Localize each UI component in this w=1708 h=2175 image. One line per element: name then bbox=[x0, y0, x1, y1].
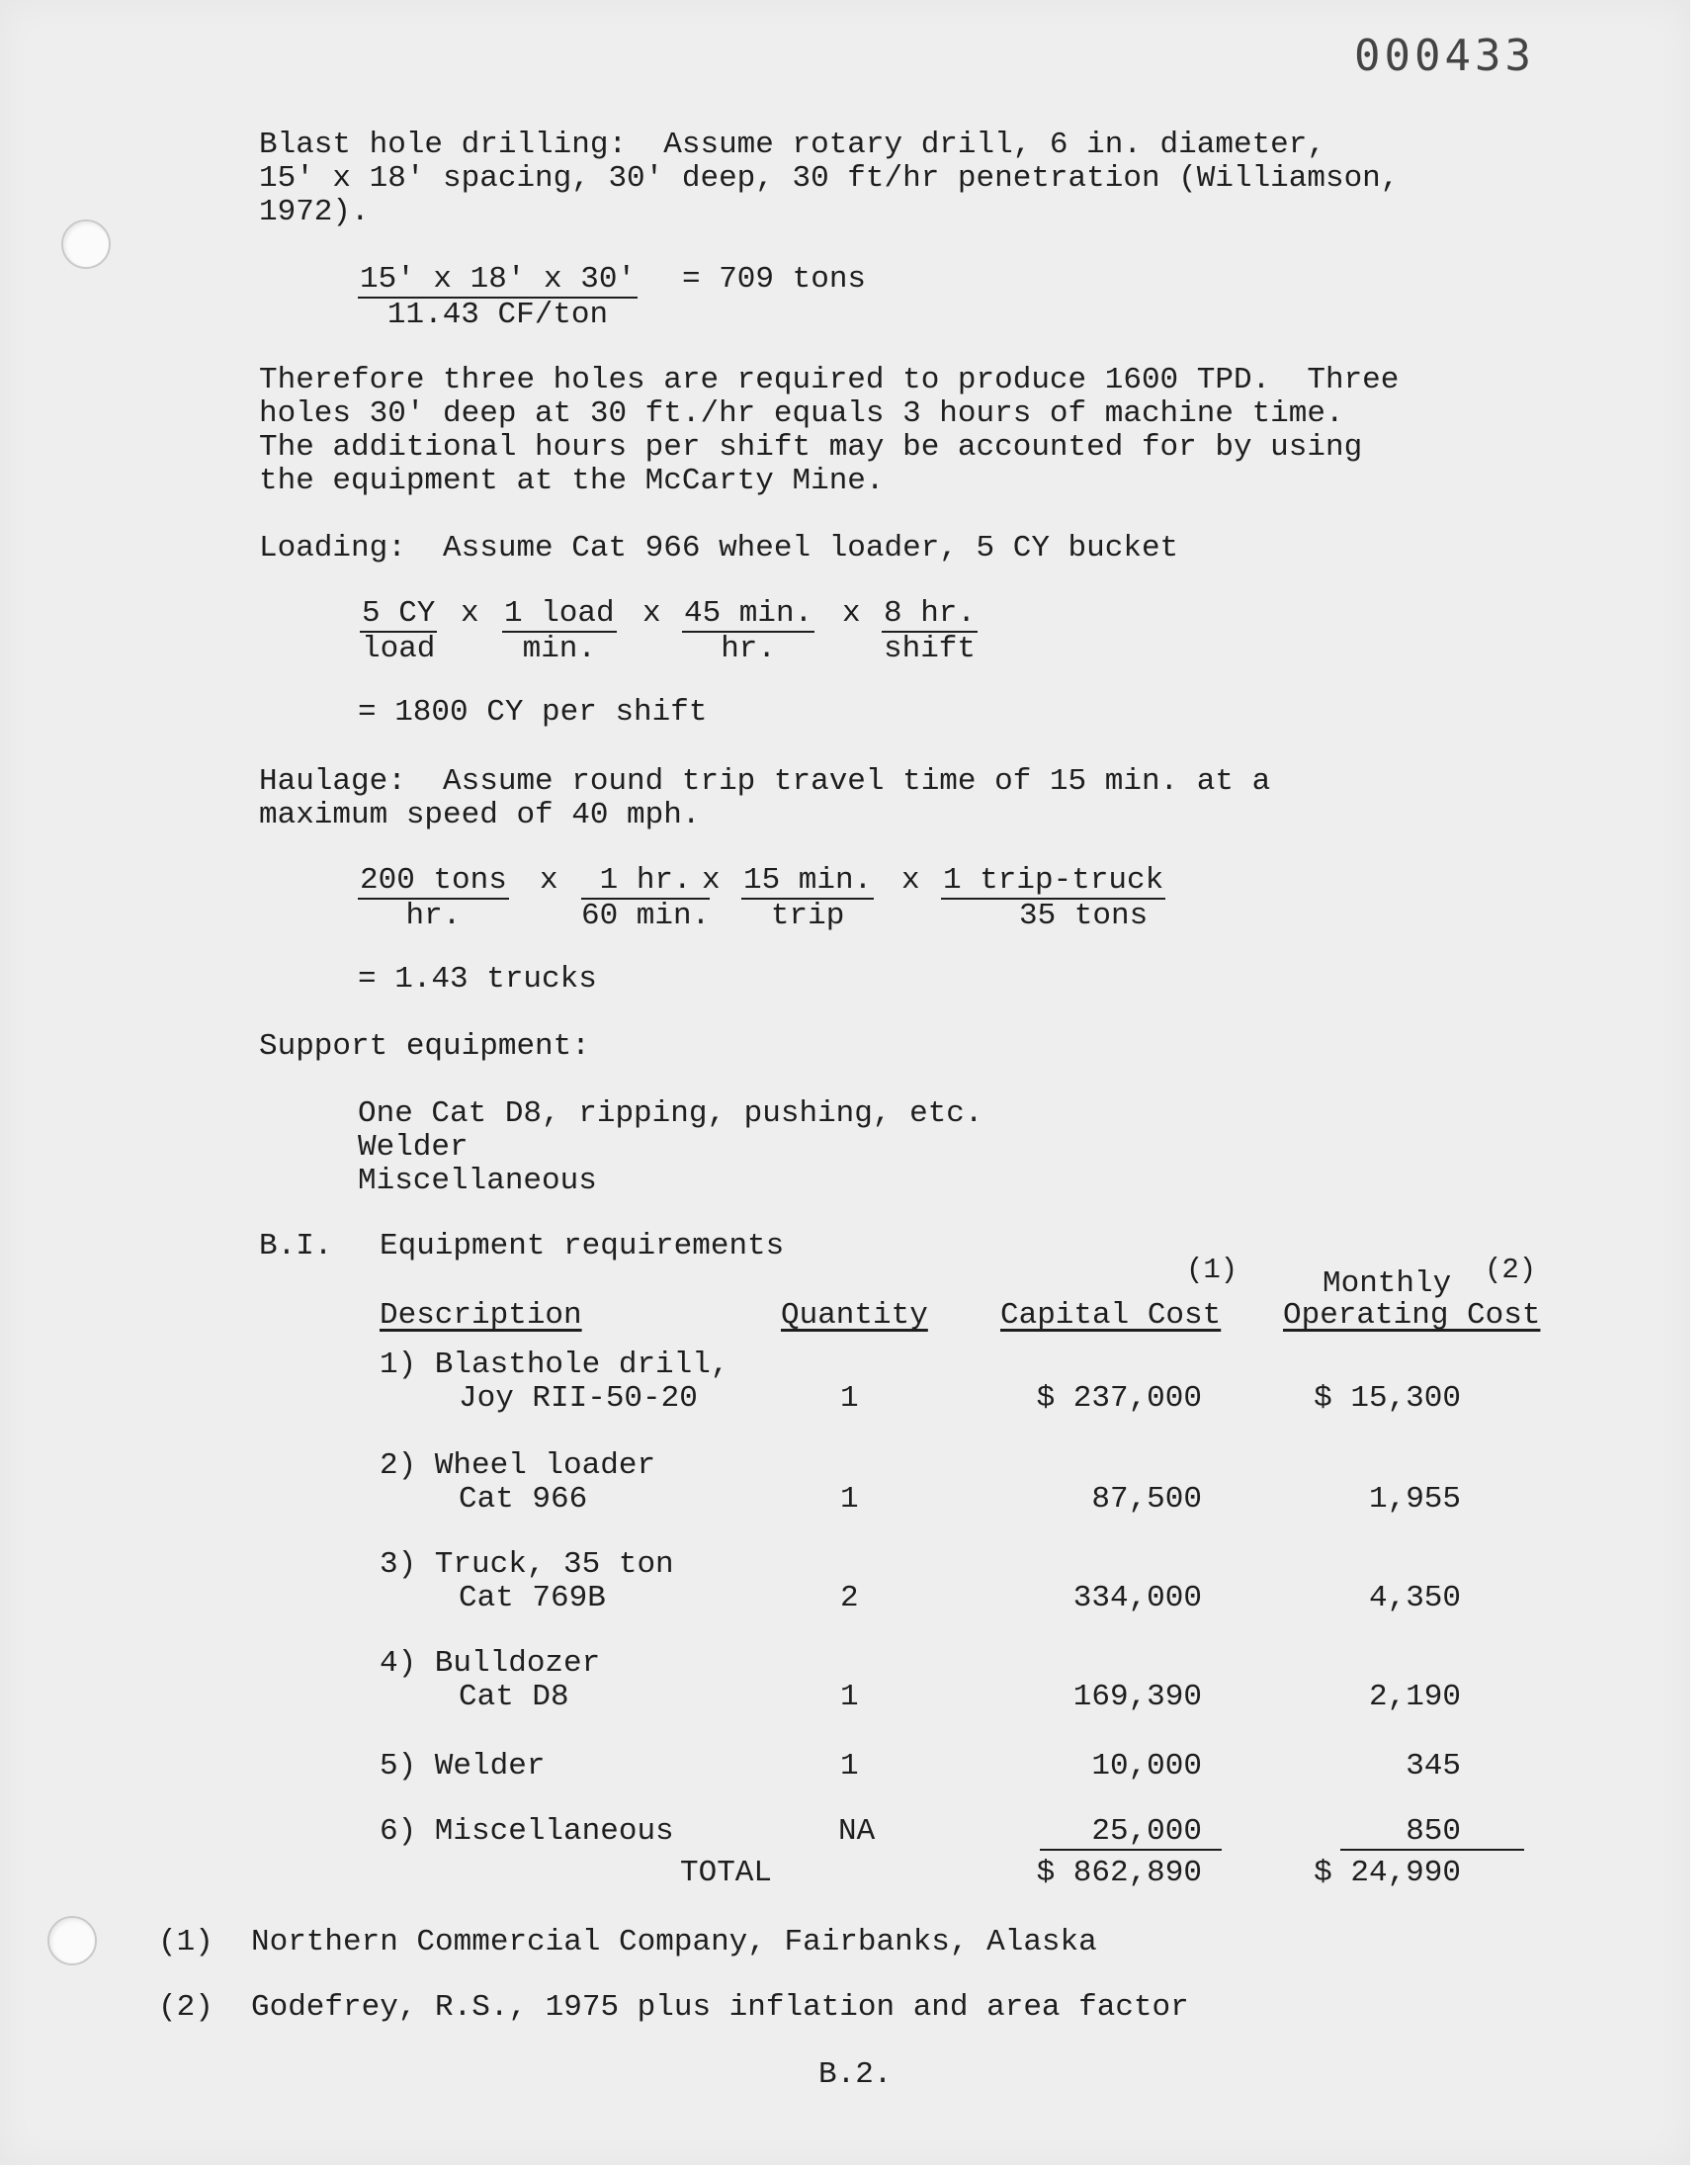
haulage-f1-numerator: 200 tons bbox=[360, 863, 507, 898]
loading-f2-denominator: min. bbox=[522, 632, 597, 666]
table-row-name: 4) Bulldozer bbox=[380, 1646, 601, 1681]
times-sign: x bbox=[642, 596, 661, 631]
table-row-operating-cost: 2,190 bbox=[1368, 1680, 1461, 1714]
footnote-mark: (1) bbox=[158, 1925, 214, 1959]
haulage-fraction-4 bbox=[941, 864, 1165, 933]
haulage-fraction-3 bbox=[741, 864, 874, 933]
loading-f1-numerator: 5 CY bbox=[362, 596, 436, 631]
binder-hole-top bbox=[61, 219, 111, 269]
blast-line-3: 1972). bbox=[259, 195, 370, 229]
column-header-capital-cost: Capital Cost bbox=[1000, 1298, 1222, 1333]
loading-fraction-2 bbox=[502, 597, 617, 666]
support-item: Welder bbox=[358, 1130, 469, 1165]
haulage-line-1: Haulage: Assume round trip travel time of 15 min. at a bbox=[259, 764, 1271, 799]
loading-fraction-3 bbox=[682, 597, 814, 666]
table-row-operating-cost: $ 15,300 bbox=[1314, 1381, 1461, 1416]
therefore-line-3: The additional hours per shift may be accounted for by using bbox=[259, 430, 1363, 465]
therefore-line-1: Therefore three holes are required to produce 1600 TPD. Three bbox=[259, 363, 1400, 397]
haulage-result: = 1.43 trucks bbox=[358, 962, 597, 997]
capital-total-rule bbox=[1040, 1849, 1222, 1851]
haulage-f4-numerator: 1 trip-truck bbox=[943, 863, 1164, 898]
table-row-quantity: 1 bbox=[840, 1749, 859, 1784]
haulage-fraction-1 bbox=[358, 864, 509, 933]
footnote-mark: (2) bbox=[158, 1990, 214, 2025]
monthly-header: Monthly bbox=[1323, 1266, 1452, 1301]
binder-hole-bottom bbox=[47, 1916, 97, 1965]
therefore-line-2: holes 30' deep at 30 ft./hr equals 3 hours of machine time. bbox=[259, 396, 1344, 431]
loading-heading: Loading: Assume Cat 966 wheel loader, 5 CY bucket bbox=[259, 531, 1179, 566]
loading-f3-denominator: hr. bbox=[721, 632, 777, 666]
table-row-name: 3) Truck, 35 ton bbox=[380, 1547, 674, 1582]
table-row-name: 5) Welder bbox=[380, 1749, 546, 1784]
loading-f2-numerator: 1 load bbox=[504, 596, 615, 631]
loading-fraction-1 bbox=[360, 597, 437, 666]
table-row-capital-cost: 169,390 bbox=[1072, 1680, 1202, 1714]
haulage-fraction-2 bbox=[581, 864, 710, 933]
blast-fraction bbox=[358, 263, 638, 332]
table-row-capital-cost: 87,500 bbox=[1091, 1482, 1202, 1517]
blast-fraction-numerator: 15' x 18' x 30' bbox=[360, 262, 637, 297]
blast-line-2: 15' x 18' spacing, 30' deep, 30 ft/hr penetration (Williamson, bbox=[259, 161, 1400, 196]
table-row-capital-cost: 10,000 bbox=[1091, 1749, 1202, 1784]
times-sign: x bbox=[842, 596, 861, 631]
total-operating-cost: $ 24,990 bbox=[1314, 1856, 1461, 1890]
table-row-model: Joy RII-50-20 bbox=[459, 1381, 698, 1416]
column-header-description: Description bbox=[380, 1298, 582, 1333]
support-heading: Support equipment: bbox=[259, 1029, 590, 1064]
haulage-line-2: maximum speed of 40 mph. bbox=[259, 798, 701, 832]
haulage-f1-denominator: hr. bbox=[405, 899, 462, 933]
total-label: TOTAL bbox=[680, 1856, 773, 1890]
column-header-operating-cost: Operating Cost bbox=[1283, 1298, 1541, 1333]
table-row-operating-cost: 1,955 bbox=[1368, 1482, 1461, 1517]
footnote-text: Godefrey, R.S., 1975 plus inflation and area factor bbox=[251, 1990, 1189, 2025]
table-row-capital-cost: $ 237,000 bbox=[1036, 1381, 1202, 1416]
haulage-f3-denominator: trip bbox=[770, 899, 845, 933]
capital-cost-footnote-mark: (1) bbox=[1186, 1254, 1238, 1286]
section-title: Equipment requirements bbox=[380, 1229, 785, 1263]
table-row-quantity: 1 bbox=[840, 1381, 859, 1416]
loading-f3-numerator: 45 min. bbox=[684, 596, 813, 631]
table-row-name: 1) Blasthole drill, bbox=[380, 1348, 729, 1382]
loading-f4-denominator: shift bbox=[884, 632, 977, 666]
table-row-capital-cost: 25,000 bbox=[1091, 1814, 1202, 1849]
haulage-f2-numerator: 1 hr. bbox=[581, 864, 710, 900]
monthly-cost-footnote-mark: (2) bbox=[1485, 1254, 1537, 1286]
times-sign: x bbox=[702, 863, 721, 898]
table-row-operating-cost: 4,350 bbox=[1368, 1581, 1461, 1615]
table-row-capital-cost: 334,000 bbox=[1072, 1581, 1202, 1615]
document-number: 000433 bbox=[1354, 31, 1535, 81]
table-row-quantity: 1 bbox=[840, 1482, 859, 1517]
blast-result: = 709 tons bbox=[682, 262, 867, 297]
haulage-f4-denominator: 35 tons bbox=[1019, 899, 1149, 933]
table-row-operating-cost: 850 bbox=[1406, 1814, 1461, 1849]
table-row-name: 2) Wheel loader bbox=[380, 1448, 656, 1483]
table-row-quantity: 1 bbox=[840, 1680, 859, 1714]
loading-f1-denominator: load bbox=[362, 632, 436, 666]
footnote-text: Northern Commercial Company, Fairbanks, Alaska bbox=[251, 1925, 1097, 1959]
haulage-f2-denominator: 60 min. bbox=[581, 899, 711, 933]
haulage-f3-numerator: 15 min. bbox=[743, 863, 873, 898]
table-row-operating-cost: 345 bbox=[1406, 1749, 1461, 1784]
operating-total-rule bbox=[1340, 1849, 1524, 1851]
loading-fraction-4 bbox=[882, 597, 978, 666]
page-number: B.2. bbox=[818, 2057, 893, 2092]
table-row-model: Cat 966 bbox=[459, 1482, 588, 1517]
times-sign: x bbox=[540, 863, 558, 898]
support-item: One Cat D8, ripping, pushing, etc. bbox=[358, 1096, 983, 1131]
table-row-quantity: NA bbox=[838, 1814, 876, 1849]
times-sign: x bbox=[901, 863, 920, 898]
table-row-quantity: 2 bbox=[840, 1581, 859, 1615]
column-header-quantity: Quantity bbox=[781, 1298, 928, 1333]
therefore-line-4: the equipment at the McCarty Mine. bbox=[259, 464, 885, 498]
blast-line-1: Blast hole drilling: Assume rotary drill, 6 in. diameter, bbox=[259, 128, 1325, 162]
table-row-model: Cat D8 bbox=[459, 1680, 569, 1714]
section-label: B.I. bbox=[259, 1229, 333, 1263]
times-sign: x bbox=[461, 596, 479, 631]
support-item: Miscellaneous bbox=[358, 1164, 597, 1198]
loading-f4-numerator: 8 hr. bbox=[884, 596, 977, 631]
loading-result: = 1800 CY per shift bbox=[358, 695, 708, 730]
blast-fraction-denominator: 11.43 CF/ton bbox=[386, 298, 609, 332]
table-row-model: Cat 769B bbox=[459, 1581, 606, 1615]
table-row-name: 6) Miscellaneous bbox=[380, 1814, 674, 1849]
total-capital-cost: $ 862,890 bbox=[1036, 1856, 1202, 1890]
